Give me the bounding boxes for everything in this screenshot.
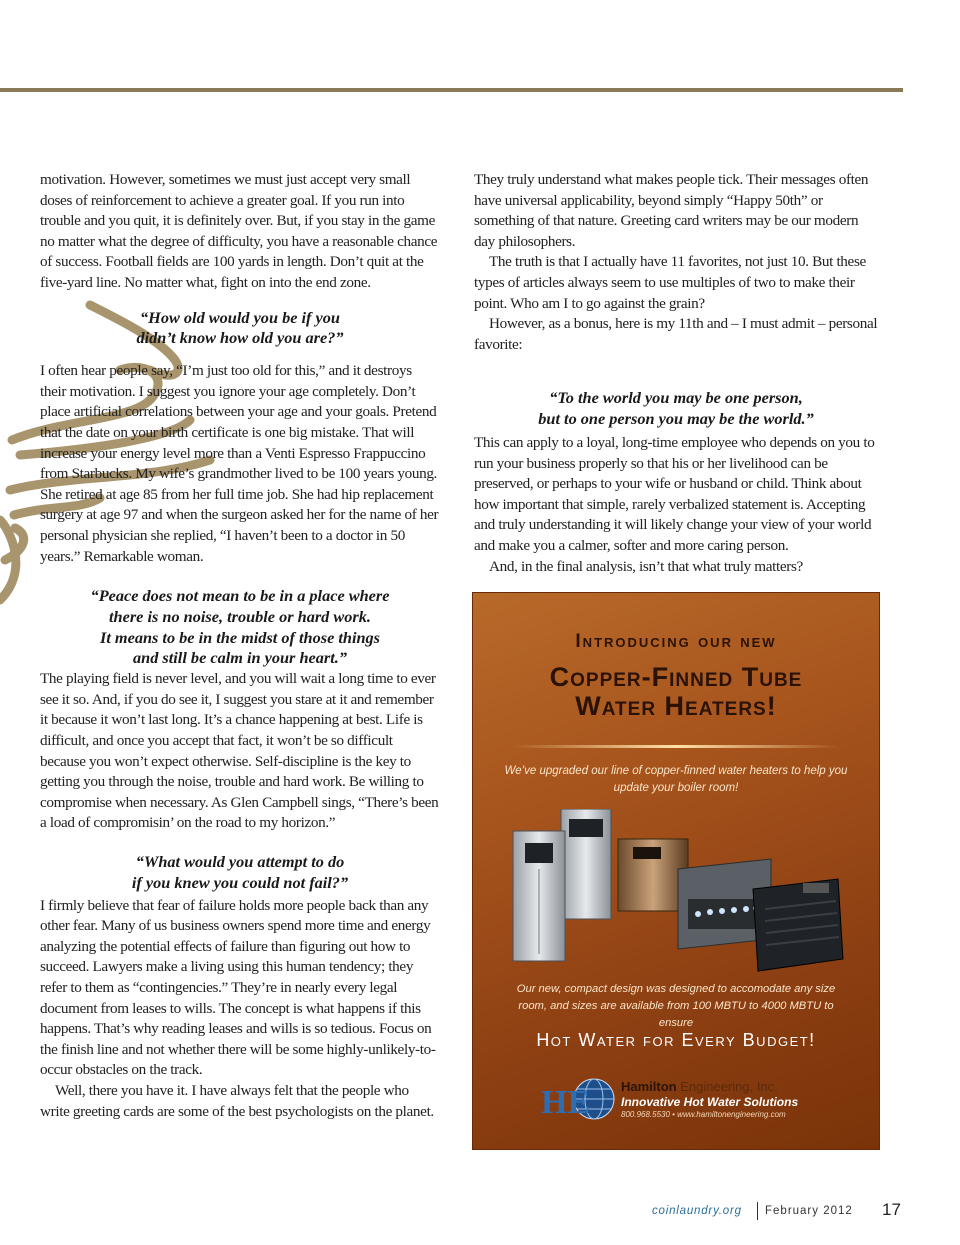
footer-divider <box>757 1202 758 1220</box>
pull-quote-line: but to one person you may be the world.” <box>538 409 814 429</box>
page-footer <box>0 1202 960 1222</box>
ad-description: Our new, compact design was designed to accomodate any size room, and sizes are available from 100 MBTU to 4000 MBTU to ensure <box>516 983 836 1029</box>
pull-quote <box>40 308 440 350</box>
ad-contact[interactable]: 800.968.5530 • www.hamiltonengineering.com <box>621 1110 786 1119</box>
pull-quote-line: “How old would you be if you <box>140 307 340 327</box>
ad-headline-line: Water Heaters! <box>575 691 777 721</box>
paragraph: Well, there you have it. I have always felt that the people who write greeting cards are some of the best psychologists on the planet. <box>40 1081 434 1120</box>
pull-quote <box>40 852 440 894</box>
header-rule <box>0 88 903 92</box>
footer-date: February 2012 <box>765 1205 853 1217</box>
pull-quote <box>474 388 878 430</box>
water-heaters-product-image <box>503 809 853 979</box>
pull-quote-line: “To the world you may be one person, <box>549 388 803 408</box>
paragraph: I often hear people say, “I’m just too old for this,” and it destroys their motivation. I suggest you ignore your age completely. Don’t place artificial correlations between your age and your goals. Pretend that the date on your birth certificate is one big mistake. That will increase your energy level more than a Venti Espresso Frappuccino from Starbucks. My wife’s grandmother lived to be 100 years young. She retired at age 85 from her full time job. She had hip replacement surgery at age 97 and when the surgeon asked her for the name of her personal physician she replied, “I haven’t been to a doctor in 50 years.” Remarkable woman. <box>40 362 439 565</box>
page-number: 17 <box>882 1200 901 1219</box>
paragraph: I firmly believe that fear of failure holds more people back than any other fear. Many of us business owners spend more time and energy analyzing the potential effects of failure than figuring out how to succeed. Lawyers make a living using this human tendency; they refer to them as “contingencies.” They’re in nearly every legal document from leases to wills. The concept is what happens if this happens. That’s why reading leases and wills is so tedious. Focus on the finish line and not whether there will be some highly-unlikely-to-occur obstacles on the track. <box>40 896 436 1079</box>
ad-headline-product <box>473 663 879 721</box>
footer-site-link[interactable]: coinlaundry.org <box>652 1205 742 1217</box>
article-right-column <box>474 170 878 577</box>
hamilton-logo-icon <box>539 1077 619 1121</box>
advertisement-water-heaters[interactable] <box>472 592 880 1150</box>
pull-quote-line: It means to be in the midst of those things <box>100 627 380 647</box>
paragraph: However, as a bonus, here is my 11th and – I must admit – personal favorite: <box>474 315 878 353</box>
article-left-column <box>40 170 440 1122</box>
paragraph: motivation. However, sometimes we must just accept very small doses of reinforcement to achieve a greater goal. If you run into trouble and you quit, it is definitely over. But, if you stay in the game no matter what the degree of difficulty, you have a reasonable chance of success. Football fields are 100 yards in length. Don’t quit at the five-yard line. No matter what, fight on into the end zone. <box>40 171 438 291</box>
paragraph: The truth is that I actually have 11 favorites, not just 10. But these types of articles always seem to use multiples of two to make their point. Who am I to go against the grain? <box>474 253 866 312</box>
pull-quote-line: “Peace does not mean to be in a place where <box>90 586 390 606</box>
ad-divider-glow <box>513 745 839 748</box>
company-name-rest: Engineering, Inc. <box>680 1079 778 1094</box>
paragraph: The playing field is never level, and you will wait a long time to ever see it so. And, if you do see it, I suggest you stare at it and remember it because it won’t last long. It’s a chance happening at best. Life is difficult, and once you accept that fact, it won’t be so difficult because you won’t expect otherwise. Self-discipline is the key to getting you through the noise, trouble and hard work. Be willing to compromise when necessary. As Glen Campbell sings, “There’s been a load of compromisin’ on the road to my horizon.” <box>40 670 439 832</box>
paragraph: And, in the final analysis, isn’t that what truly matters? <box>489 557 803 575</box>
pull-quote <box>40 586 440 669</box>
pull-quote-line: if you knew you could not fail?” <box>131 872 349 892</box>
ad-tagline: Hot Water for Every Budget! <box>536 1030 816 1050</box>
pull-quote-line: “What would you attempt to do <box>135 852 345 872</box>
pull-quote-line: and still be calm in your heart.” <box>133 648 347 668</box>
ad-subhead: We’ve upgraded our line of copper-finned water heaters to help you update your boiler room! <box>504 765 848 794</box>
company-name-bold: Hamilton <box>621 1079 677 1094</box>
ad-slogan: Innovative Hot Water Solutions <box>621 1095 799 1109</box>
ad-company-name <box>621 1079 778 1094</box>
pull-quote-line: didn’t know how old you are?” <box>136 328 344 348</box>
paragraph: They truly understand what makes people tick. Their messages often have universal applicability, beyond simply “Happy 50th” or something of that nature. Greeting card writers may be our modern day philosophers. <box>474 171 869 250</box>
paragraph: This can apply to a loyal, long-time employee who depends on you to run your business properly so that his or her livelihood can be preserved, or perhaps to your wife or husband or child. Think about how important that simple, rarely verbalized statement is. Accepting and truly understanding it will likely change your view of your world and make you a calmer, softer and more caring person. <box>474 433 875 554</box>
ad-headline-intro: Introducing our new <box>575 631 777 652</box>
pull-quote-line: there is no noise, trouble or hard work. <box>109 606 371 626</box>
ad-headline-line: Copper-Finned Tube <box>549 662 803 692</box>
svg-text:HE: HE <box>541 1084 591 1121</box>
